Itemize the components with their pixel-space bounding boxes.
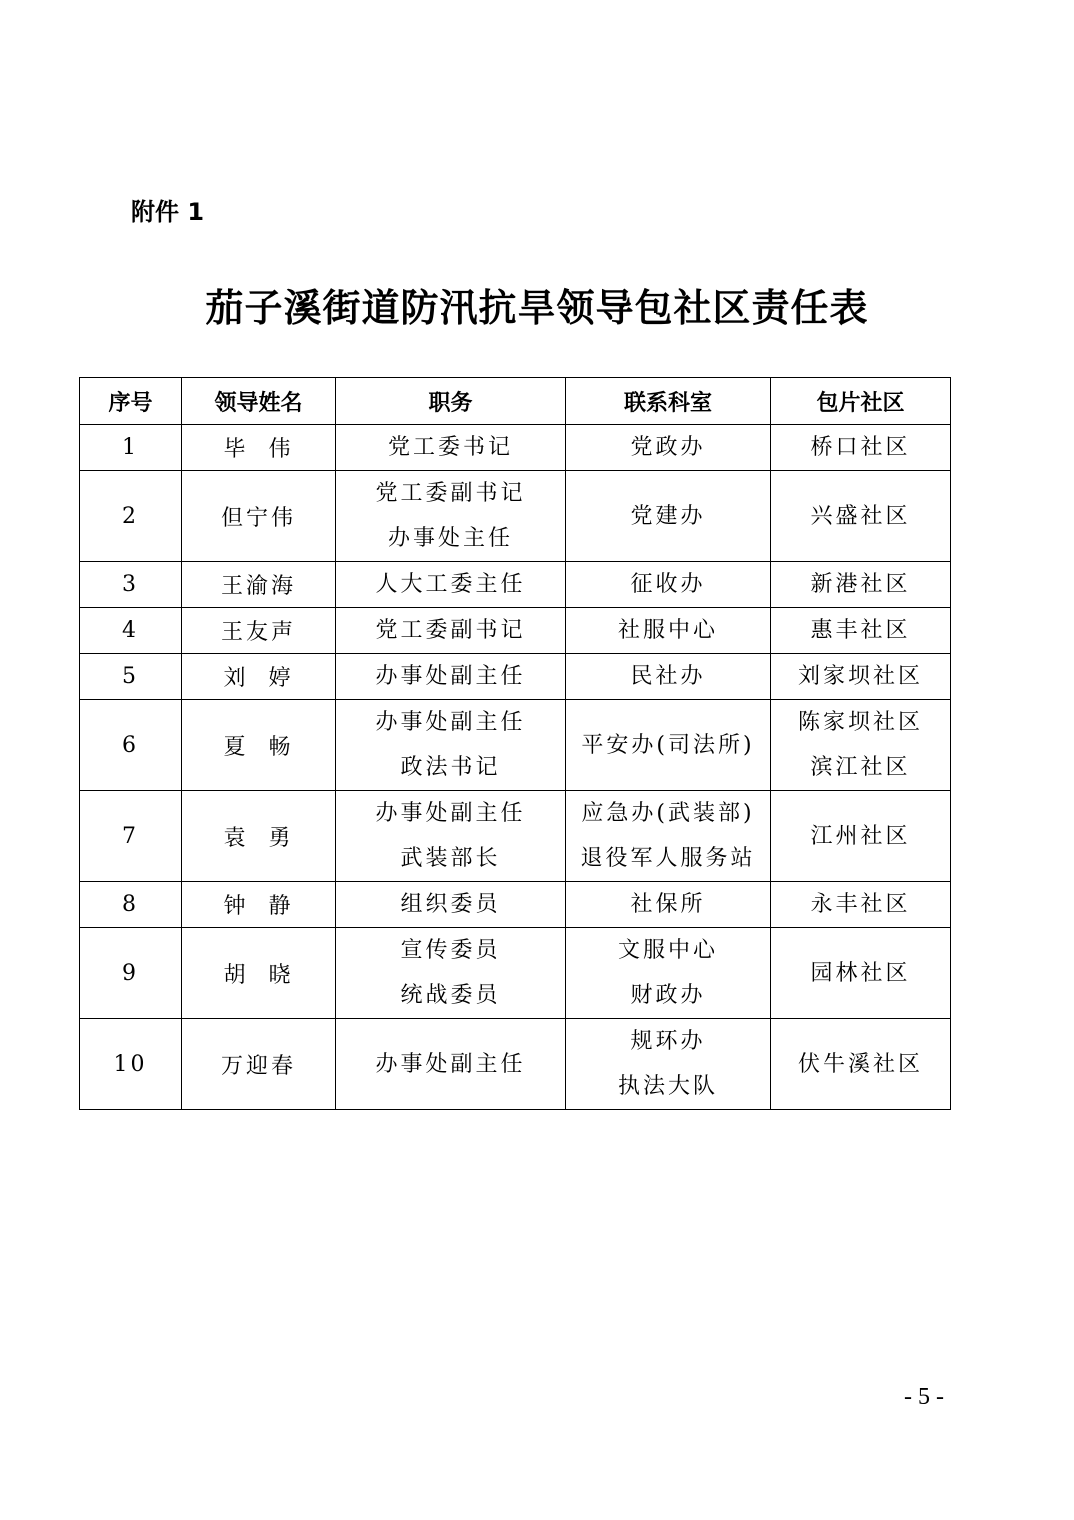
cell-no: 3 — [80, 562, 182, 608]
cell-community — [771, 562, 951, 608]
cell-dept-line: 财政办 — [630, 983, 706, 1008]
cell-dept-line: 社服中心 — [617, 618, 718, 643]
cell-no: 6 — [80, 700, 182, 791]
cell-community-line: 陈家坝社区 — [797, 710, 923, 735]
cell-position — [336, 1019, 566, 1110]
cell-community-line: 桥口社区 — [810, 435, 911, 460]
cell-community — [771, 700, 951, 791]
cell-position-line: 办事处副主任 — [375, 801, 526, 826]
cell-position-line: 统战委员 — [400, 983, 501, 1008]
header-dept: 联系科室 — [566, 378, 771, 425]
cell-no: 8 — [80, 882, 182, 928]
cell-name: 钟 静 — [182, 882, 336, 928]
table-row — [80, 791, 951, 882]
table-header-row — [80, 378, 951, 425]
cell-community-line: 园林社区 — [810, 960, 911, 986]
cell-no: 10 — [80, 1019, 182, 1110]
cell-dept-line: 退役军人服务站 — [580, 846, 756, 871]
cell-name: 袁 勇 — [182, 791, 336, 882]
cell-position-line: 宣传委员 — [400, 938, 501, 963]
table-row — [80, 1019, 951, 1110]
cell-community — [771, 1019, 951, 1110]
cell-position — [336, 928, 566, 1019]
cell-community-line: 伏牛溪社区 — [797, 1051, 923, 1077]
cell-community-line: 刘家坝社区 — [797, 664, 923, 689]
cell-position-line: 武装部长 — [400, 846, 501, 871]
cell-position — [336, 471, 566, 562]
cell-position-line: 办事处副主任 — [375, 1051, 526, 1077]
cell-community — [771, 791, 951, 882]
cell-position-line: 组织委员 — [400, 892, 501, 917]
cell-dept-line: 党建办 — [630, 503, 706, 529]
cell-dept — [566, 1019, 771, 1110]
table-row — [80, 425, 951, 471]
cell-community — [771, 654, 951, 700]
cell-no: 4 — [80, 608, 182, 654]
cell-no: 9 — [80, 928, 182, 1019]
cell-dept-line: 平安办(司法所) — [581, 732, 755, 758]
cell-name: 但宁伟 — [182, 471, 336, 562]
cell-position-line: 党工委副书记 — [375, 618, 526, 643]
cell-dept — [566, 928, 771, 1019]
cell-no: 1 — [80, 425, 182, 471]
cell-dept — [566, 791, 771, 882]
cell-community — [771, 928, 951, 1019]
cell-position-line: 办事处副主任 — [375, 710, 526, 735]
table-row — [80, 700, 951, 791]
attachment-label: 附件 1 — [131, 198, 205, 226]
cell-position-line: 党工委书记 — [387, 435, 513, 460]
cell-position-line: 人大工委主任 — [375, 572, 526, 597]
cell-community-line: 滨江社区 — [810, 755, 911, 780]
cell-dept — [566, 562, 771, 608]
cell-community-line: 江州社区 — [810, 823, 911, 849]
cell-name: 毕 伟 — [182, 425, 336, 471]
cell-dept — [566, 425, 771, 471]
document-title: 茄子溪街道防汛抗旱领导包社区责任表 — [205, 285, 869, 330]
cell-name: 万迎春 — [182, 1019, 336, 1110]
header-no: 序号 — [80, 378, 182, 425]
cell-dept-line: 文服中心 — [617, 938, 718, 963]
cell-position — [336, 882, 566, 928]
cell-position-line: 党工委副书记 — [375, 481, 526, 506]
cell-community-line: 惠丰社区 — [810, 618, 911, 643]
cell-community — [771, 608, 951, 654]
cell-dept-line: 征收办 — [630, 572, 706, 597]
cell-position — [336, 791, 566, 882]
cell-dept-line: 应急办(武装部) — [581, 801, 755, 826]
table-row — [80, 928, 951, 1019]
header-community: 包片社区 — [771, 378, 951, 425]
table-row — [80, 471, 951, 562]
cell-name: 王友声 — [182, 608, 336, 654]
cell-dept — [566, 654, 771, 700]
cell-dept-line: 民社办 — [630, 664, 706, 689]
cell-dept — [566, 882, 771, 928]
cell-position-line: 政法书记 — [400, 755, 501, 780]
cell-dept — [566, 471, 771, 562]
cell-community-line: 兴盛社区 — [810, 503, 911, 529]
cell-position — [336, 654, 566, 700]
cell-no: 5 — [80, 654, 182, 700]
cell-dept — [566, 700, 771, 791]
cell-name: 王渝海 — [182, 562, 336, 608]
cell-community-line: 永丰社区 — [810, 892, 911, 917]
cell-position-line: 办事处副主任 — [375, 664, 526, 689]
cell-position — [336, 425, 566, 471]
cell-dept-line: 社保所 — [630, 892, 706, 917]
responsibility-table — [79, 377, 951, 1110]
table-row — [80, 882, 951, 928]
cell-name: 夏 畅 — [182, 700, 336, 791]
cell-community — [771, 471, 951, 562]
cell-dept — [566, 608, 771, 654]
cell-dept-line: 执法大队 — [617, 1074, 718, 1099]
header-position: 职务 — [336, 378, 566, 425]
cell-community — [771, 882, 951, 928]
table-row — [80, 562, 951, 608]
table-row — [80, 608, 951, 654]
page-number: - 5 - — [904, 1384, 944, 1410]
cell-position — [336, 562, 566, 608]
cell-position — [336, 608, 566, 654]
cell-dept-line: 党政办 — [630, 435, 706, 460]
cell-name: 胡 晓 — [182, 928, 336, 1019]
cell-position — [336, 700, 566, 791]
cell-no: 7 — [80, 791, 182, 882]
cell-position-line: 办事处主任 — [387, 526, 513, 551]
cell-name: 刘 婷 — [182, 654, 336, 700]
cell-community-line: 新港社区 — [810, 572, 911, 597]
table-row — [80, 654, 951, 700]
header-name: 领导姓名 — [182, 378, 336, 425]
cell-dept-line: 规环办 — [630, 1029, 706, 1054]
cell-no: 2 — [80, 471, 182, 562]
cell-community — [771, 425, 951, 471]
table-body — [80, 425, 951, 1110]
